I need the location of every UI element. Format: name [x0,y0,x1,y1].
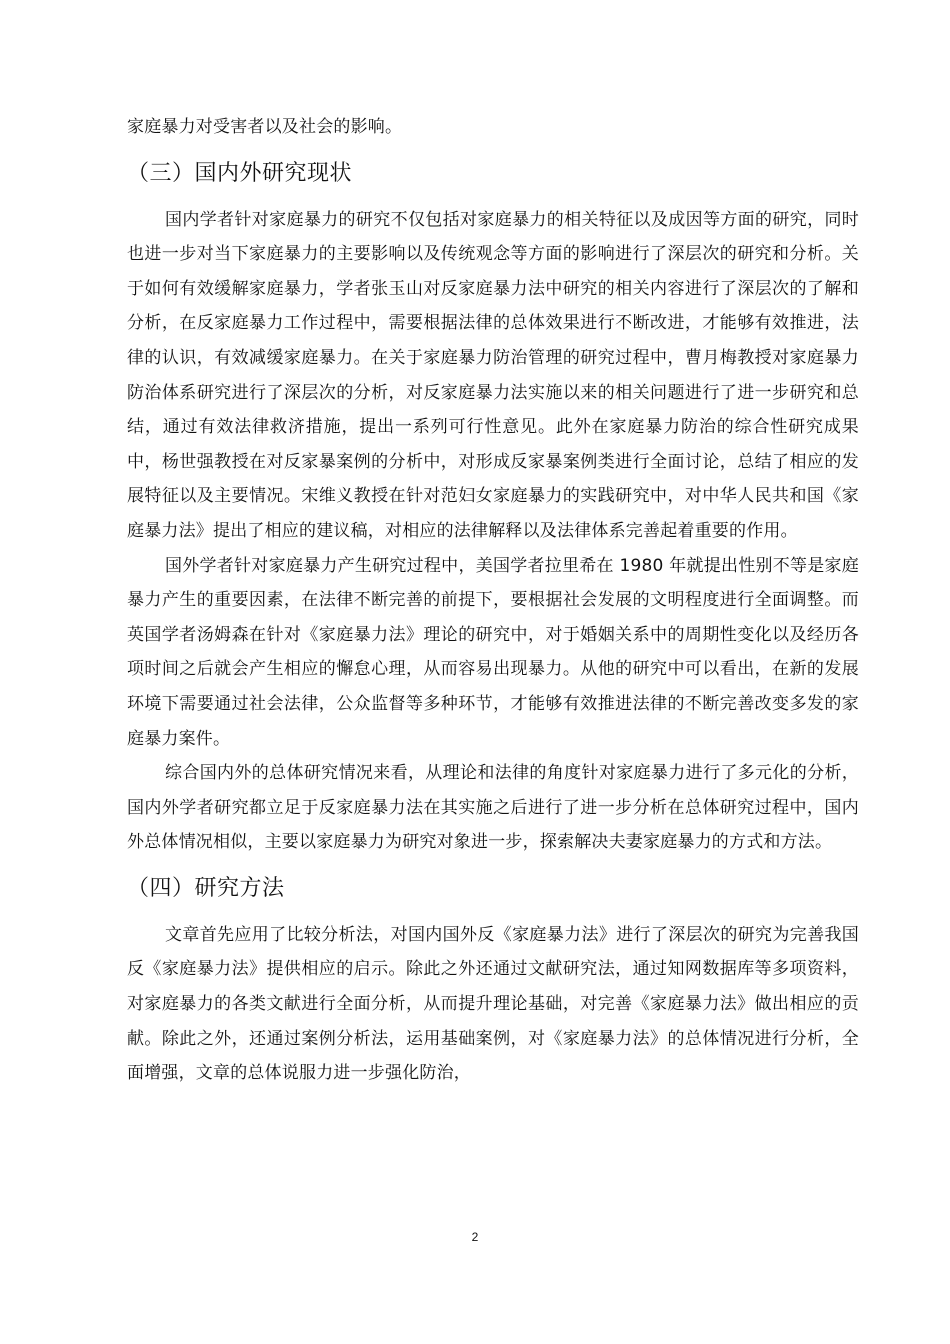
section-3-paragraph-2: 国外学者针对家庭暴力产生研究过程中，美国学者拉里希在 1980 年就提出性别不等是家庭暴力产生的重要因素，在法律不断完善的前提下，要根据社会发展的文明程度进行全面调整。而英国学者汤姆森在针对《家庭暴力法》理论的研究中，对于婚姻关系中的周期性变化以及经历各项时间之后就会产生相应的懈怠心理，从而容易出现暴力。从他的研究中可以看出，在新的发展环境下需要通过社会法律，公众监督等多种环节，才能够有效推进法律的不断完善改变多发的家庭暴力案件。 [127,555,859,749]
section-3-paragraph-1: 国内学者针对家庭暴力的研究不仅包括对家庭暴力的相关特征以及成因等方面的研究，同时也进一步对当下家庭暴力的主要影响以及传统观念等方面的影响进行了深层次的研究和分析。关于如何有效缓解家庭暴力，学者张玉山对反家庭暴力法中研究的相关内容进行了深层次的了解和分析，在反家庭暴力工作过程中，需要根据法律的总体效果进行不断改进，才能够有效推进，法律的认识，有效减缓家庭暴力。在关于家庭暴力防治管理的研究过程中，曹月梅教授对家庭暴力防治体系研究进行了深层次的分析，对反家庭暴力法实施以来的相关问题进行了进一步研究和总结，通过有效法律救济措施，提出一系列可行性意见。此外在家庭暴力防治的综合性研究成果中，杨世强教授在对反家暴案例的分析中，对形成反家暴案例类进行全面讨论，总结了相应的发展特征以及主要情况。宋维义教授在针对范妇女家庭暴力的实践研究中，对中华人民共和国《家庭暴力法》提出了相应的建议稿，对相应的法律解释以及法律体系完善起着重要的作用。 [127,209,859,541]
section-3-paragraph-3: 综合国内外的总体研究情况来看，从理论和法律的角度针对家庭暴力进行了多元化的分析，国内外学者研究都立足于反家庭暴力法在其实施之后进行了进一步分析在总体研究过程中，国内外总体情况相似，主要以家庭暴力为研究对象进一步，探索解决夫妻家庭暴力的方式和方法。 [127,763,859,853]
section-3-heading: （三）国内外研究现状 [127,160,353,186]
page-body [127,110,859,1091]
section-4-paragraph-1: 文章首先应用了比较分析法，对国内国外反《家庭暴力法》进行了深层次的研究为完善我国反《家庭暴力法》提供相应的启示。除此之外还通过文献研究法，通过知网数据库等多项资料，对家庭暴力的各类文献进行全面分析，从而提升理论基础，对完善《家庭暴力法》做出相应的贡献。除此之外，还通过案例分析法，运用基础案例，对《家庭暴力法》的总体情况进行分析，全面增强，文章的总体说服力进一步强化防治， [127,924,859,1084]
intro-continuation-paragraph: 家庭暴力对受害者以及社会的影响。 [127,117,403,137]
page-number: 2 [471,1230,479,1244]
section-4-heading: （四）研究方法 [127,875,285,901]
